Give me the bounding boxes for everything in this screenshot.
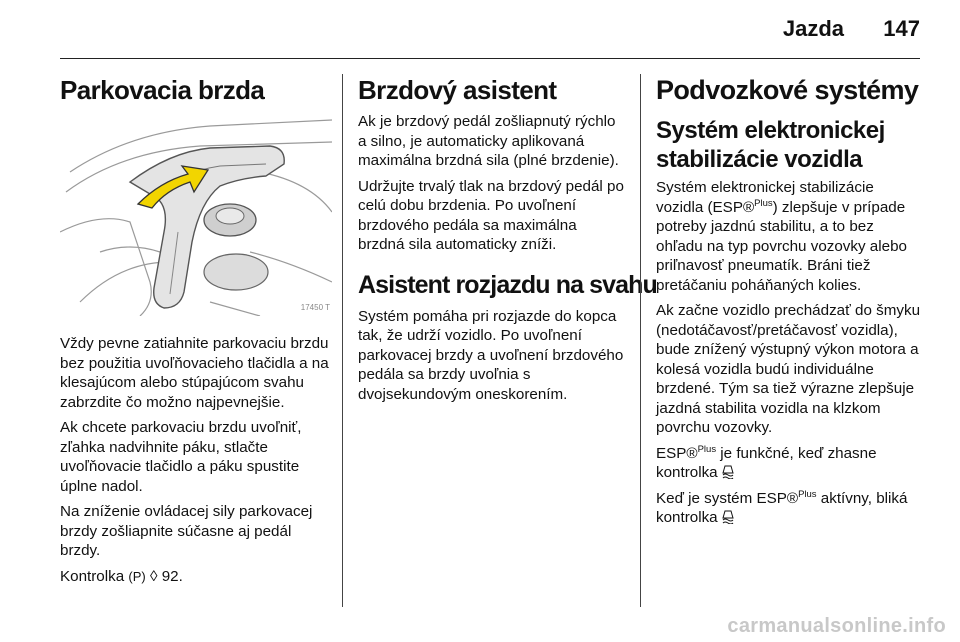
heading-chassis-systems: Podvozkové systémy [656, 75, 919, 105]
page-header [60, 0, 920, 59]
column-divider [640, 74, 641, 607]
paragraph: Systém pomáha pri rozjazde do kopca tak, že udrží vozidlo. Po uvoľnení parkovacej brzdy a uvoľnení brzdového pedála sa brzdy uvoľnia s dvojsekundovým oneskorením. [358, 307, 624, 403]
page-reference: 92. [161, 567, 183, 585]
paragraph: Vždy pevne zatiahnite parkovaciu brzdu bez použitia uvoľňovacieho tlačidla a na klesajúcom alebo stúpajúcom svahu zabrzdite čo možno najpevnejšie. [60, 335, 329, 411]
watermark: carmanualsonline.info [727, 615, 946, 637]
text: je funkčné, keď zhasne kontrolka [656, 444, 877, 481]
section-title: Jazda [782, 16, 844, 41]
cross-reference-icon: ◊ [149, 567, 158, 585]
paragraph: Ak začne vozidlo prechádzať do šmyku (nedotáčavosť/pretáčavosť vozidla), bude znížený výstupný výkon motora a kolesá vozidla budú individuálne brzdené. Tým sa tiež výrazne zlepšuje jazdná stabilita vozidla na klzkom povrchu vozovky. [656, 302, 921, 436]
paragraph: Udržujte trvalý tlak na brzdový pedál po celú dobu brzdenia. Po uvoľnení brzdového pedála sa maximálna brzdná sila automaticky zníži. [358, 177, 624, 253]
paragraph: Ak je brzdový pedál zošliapnutý rýchlo a silno, je automaticky aplikovaná maximálna brzdná sila (plné brzdenie). [358, 113, 619, 169]
paragraph [656, 178, 924, 295]
paragraph: Na zníženie ovládacej sily parkovacej brzdy zošliapnite súčasne aj pedál brzdy. [60, 503, 313, 559]
text: ) zlepšuje v prípade potreby jazdnú stabilitu, a to bez ohľadu na typ povrchu vozovky alebo priľnavosť pneumatík. Bráni tiež pretáčaniu poháňaných kolies. [656, 198, 907, 294]
esp-warning-icon [722, 510, 734, 524]
parking-brake-warning-icon: (P) [128, 568, 146, 584]
text: Kontrolka [60, 567, 125, 585]
heading-hill-start-assist: Asistent rozjazdu na svahu [358, 270, 657, 299]
superscript: Plus [697, 443, 717, 455]
esp-warning-icon [722, 465, 734, 479]
heading-parking-brake: Parkovacia brzda [60, 75, 265, 105]
superscript: Plus [754, 197, 773, 209]
column-brake-assist [358, 74, 657, 410]
text: aktívny, bliká kontrolka [656, 489, 908, 526]
text: Keď je systém ESP® [656, 489, 799, 507]
paragraph [656, 489, 924, 528]
page-number: 147 [883, 16, 920, 41]
paragraph: Ak chcete parkovaciu brzdu uvoľniť, zľahka nadvihnite páku, stlačte uvoľňovacie tlačidlo a páku spustite úplne nadol. [60, 419, 302, 495]
parking-brake-drawing [60, 112, 332, 316]
subheading-esp: Systém elektronickej stabilizácie vozidla [656, 117, 885, 173]
paragraph-warning-light [60, 567, 332, 587]
column-divider [342, 74, 343, 607]
parking-brake-illustration [60, 112, 332, 316]
column-chassis-systems [656, 74, 924, 534]
text: Systém elektronickej stabilizácie vozidla (ESP® [656, 179, 874, 216]
figure-number: 17450 T [300, 303, 330, 312]
superscript: Plus [798, 488, 817, 500]
text: ESP® [656, 444, 698, 462]
paragraph [656, 444, 924, 483]
column-parking-brake [60, 74, 332, 592]
heading-brake-assist: Brzdový asistent [358, 75, 557, 105]
